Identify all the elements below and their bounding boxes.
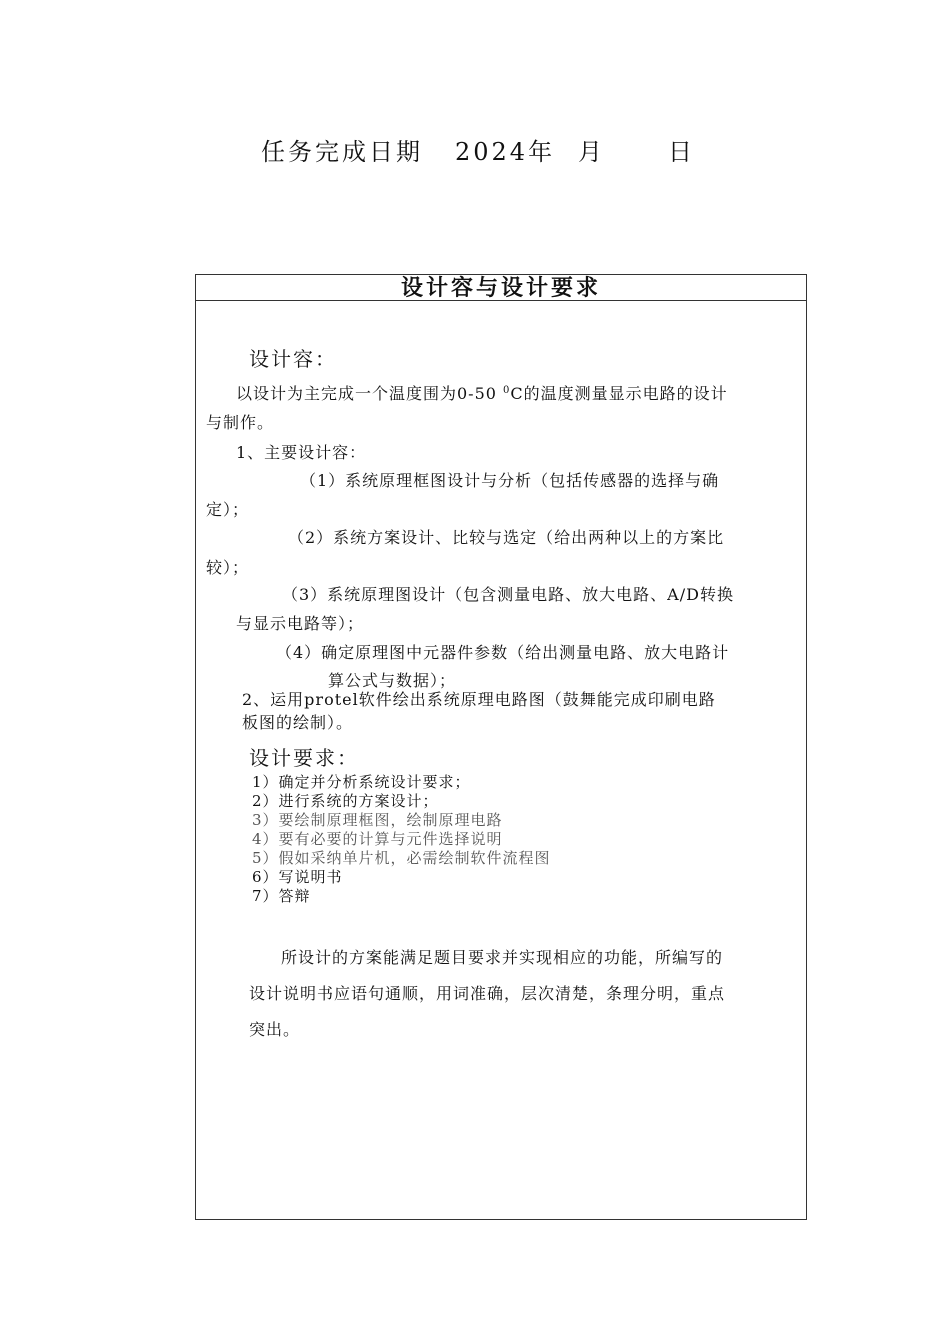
completion-day: 日 [668,138,695,166]
intro-text-b: C的温度测量显示电路的设计 [510,384,728,403]
item-1-line-1: （1）系统原理框图设计与分析（包括传感器的选择与确 [300,471,720,490]
requirements-heading: 设计要求： [249,746,359,770]
requirement-item: 4）要有必要的计算与元件选择说明 [252,830,503,848]
main-content-heading: 1、主要设计容： [236,443,367,462]
closing-line-2: 设计说明书应语句通顺，用词准确，层次清楚，条理分明，重点 [249,984,726,1003]
item-1-line-2: 定）； [206,500,250,519]
requirement-item: 7）答辩 [252,887,311,905]
point-2-line-1: 2、运用protel软件绘出系统原理电路图（鼓舞能完成印刷电路 [242,690,716,709]
item-3-line-2: 与显示电路等）； [236,614,365,633]
completion-year: 2024年 [455,138,556,166]
requirement-item: 3）要绘制原理框图，绘制原理电路 [252,811,503,829]
design-requirements-box [195,274,807,1220]
box-title: 设计容与设计要求 [196,275,806,301]
content-heading: 设计容： [249,347,337,371]
intro-line-2: 与制作。 [206,413,275,432]
point-2-line-2: 板图的绘制）。 [242,713,354,732]
closing-line-3: 突出。 [249,1020,301,1039]
completion-date-line [0,132,950,172]
completion-month: 月 [578,138,605,166]
requirement-item: 2）进行系统的方案设计； [252,792,439,810]
item-4-line-2: 算公式与数据）； [328,671,457,690]
requirement-item: 1）确定并分析系统设计要求； [252,773,471,791]
closing-line-1: 所设计的方案能满足题目要求并实现相应的功能，所编写的 [281,948,724,967]
intro-superscript: 0 [503,385,511,396]
requirement-item: 6）写说明书 [252,868,343,886]
completion-date-label: 任务完成日期 [261,138,423,166]
requirement-item: 5）假如采纳单片机，必需绘制软件流程图 [252,849,551,867]
item-2-line-1: （2）系统方案设计、比较与选定（给出两种以上的方案比 [288,528,725,547]
item-4-line-1: （4）确定原理图中元器件参数（给出测量电路、放大电路计 [276,643,730,662]
intro-text-a: 以设计为主完成一个温度围为0-50 [236,384,504,403]
item-2-line-2: 较）； [206,558,250,577]
item-3-line-1: （3）系统原理图设计（包含测量电路、放大电路、A/D转换 [282,585,734,604]
intro-line-1 [236,381,728,404]
